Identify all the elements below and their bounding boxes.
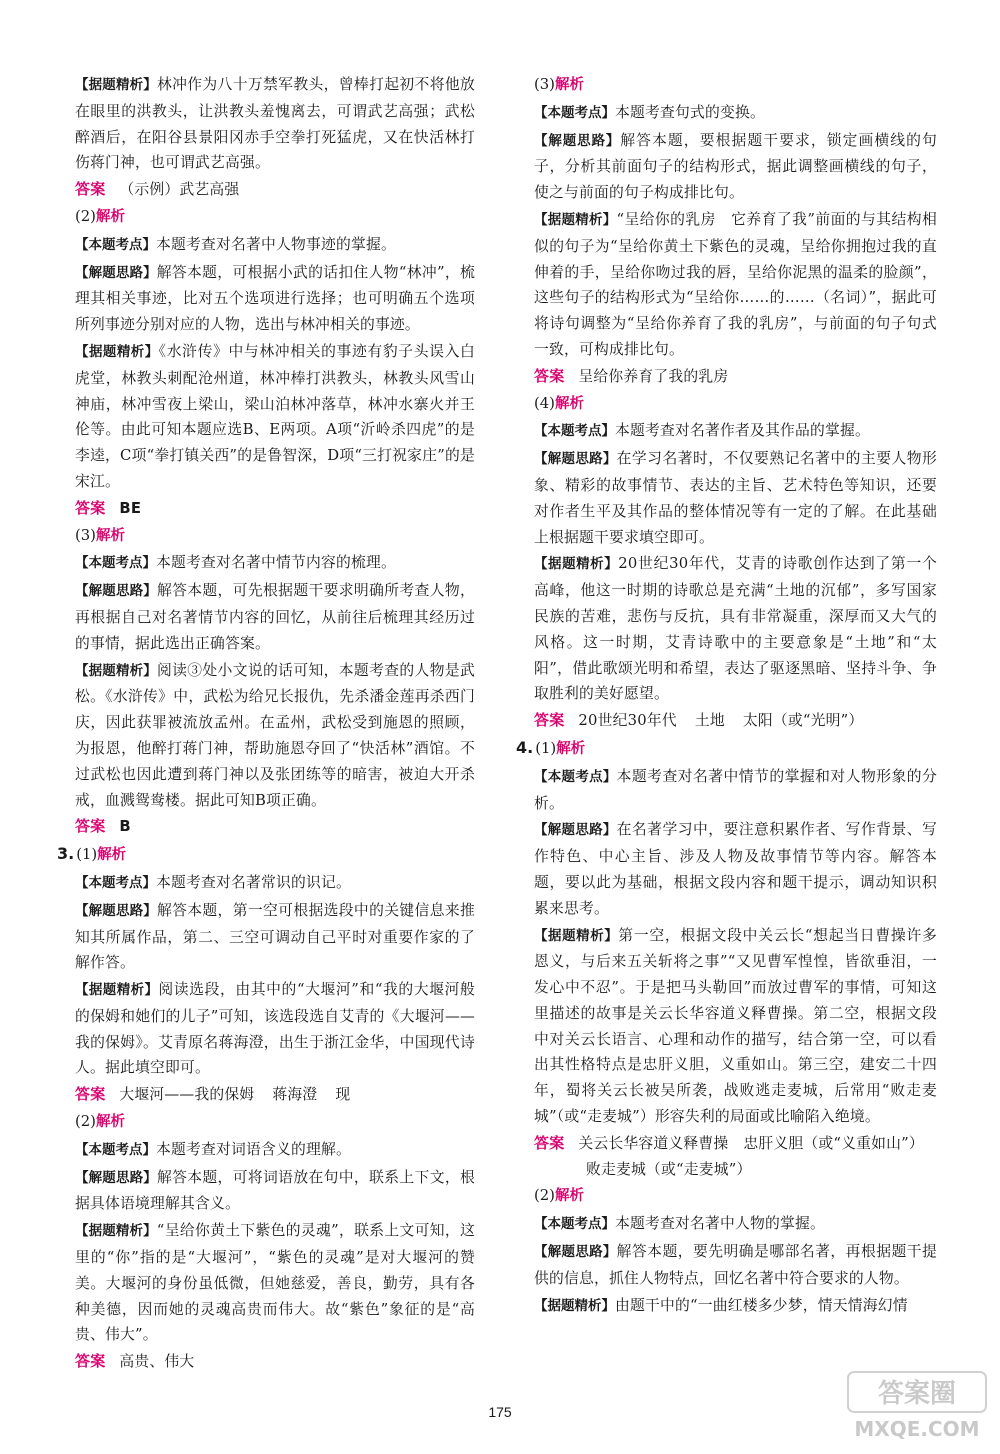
paragraph: 【解题思路】解答本题，要先明确是哪部名著，再根据题干提供的信息，抓住人物特点，回忆名著中符合要求的人物。	[534, 1243, 938, 1287]
answer-line: 答案 BE	[75, 498, 142, 517]
paragraph: 【解题思路】解答本题，第一空可根据选段中的关键信息来推知其所属作品，第二、三空可调动自己平时对重要作家的了解作答。	[75, 901, 475, 972]
answer-line: 答案 高贵、伟大	[75, 1352, 195, 1371]
section-label: 【据题精析】	[75, 77, 157, 93]
paragraph: 【据题精析】林冲作为八十万禁军教头，曾棒打起初不将他放在眼里的洪教头，让洪教头羞愧离去，可谓武艺高强；武松醉酒后，在阳谷县景阳冈赤手空拳打死猛虎，又在快活林打伤蒋门神，也可谓武艺高强。	[75, 76, 475, 172]
sub-question-head: (2)解析	[534, 1187, 584, 1205]
paragraph: 【据题精析】20世纪30年代，艾青的诗歌创作达到了第一个高峰，他这一时期的诗歌总是充满“土地的沉郁”，多写国家民族的苦难，悲伤与反抗，具有非常凝重，深厚而又大气的风格。这一时期，艾青诗歌中的主要意象是“土地”和“太阳”，借此歌颂光明和希望，表达了驱逐黑暗、坚持斗争、争取胜利的美好愿望。	[534, 555, 937, 703]
paragraph: 【本题考点】本题考查对名著常识的识记。	[75, 873, 351, 891]
paragraph: 【本题考点】本题考查对名著中情节内容的梳理。	[75, 554, 396, 572]
answer-line: 答案 呈给你养育了我的乳房	[534, 366, 729, 385]
paragraph: 【本题考点】本题考查对名著中人物事迹的掌握。	[75, 235, 396, 253]
question-number: 3.	[57, 844, 75, 864]
paragraph: 【据题精析】由题干中的“一曲红楼多少梦，情天情海幻情	[534, 1296, 908, 1314]
question-3-head: 3. (1)解析	[57, 844, 127, 864]
paragraph: 【据题精析】“呈给你黄土下紫色的灵魂”，联系上文可知，这里的“你”指的是“大堰河”，“紫色的灵魂”是对大堰河的赞美。大堰河的身份虽低微，但她慈爱，善良，勤劳，具有各种美德，因而她的灵魂高贵而伟大。故“紫色”象征的是“高贵、伟大”。	[75, 1222, 476, 1344]
answer-label: 答案	[75, 180, 106, 199]
paragraph: 【本题考点】本题考查对名著作者及其作品的掌握。	[534, 422, 870, 440]
paragraph: 【解题思路】在名著学习中，要注意积累作者、写作背景、写作特色、中心主旨、涉及人物及故事情节等内容。解答本题，要以此为基础，根据文段内容和题干提示，调动知识积累来思考。	[534, 821, 938, 917]
paragraph: 【据题精析】“呈给你的乳房 它养育了我”前面的与其结构相似的句子为“呈给你黄土下紫色的灵魂，呈给你拥抱过我的直伸着的手，呈给你吻过我的唇，呈给你泥黑的温柔的脸颜”，这些句子的结构形式为“呈给你……的……（名词）”，据此可将诗句调整为“呈给你养育了我的乳房”，与前面的句子句式一致，可构成排比句。	[534, 210, 938, 358]
sub-question-head: (2)解析	[75, 1113, 125, 1131]
paragraph: 【据题精析】第一空，根据文段中关云长“想起当日曹操许多恩义，与后来五关斩将之事”“又见曹军惶惶，皆欲垂泪，一发心中不忍”。于是把马头勒回”而放过曹军的事情，可知这里描述的故事是关云长华容道义释曹操。第二空，根据文段中对关云长语言、心理和动作的描写，结合第一空，可以看出其性格特点是忠肝义胆，义重如山。第三空，建安二十四年，蜀将关云长被吴所袭，战败逃走麦城，后常用“败走麦城”（或“走麦城”）形容失利的局面或比喻陷入绝境。	[534, 926, 937, 1126]
paragraph: 【据题精析】阅读选段，由其中的“大堰河”和“我的大堰河般的保姆和她们的儿子”可知，该选段选自艾青的《大堰河——我的保姆》。艾青原名蒋海澄，出生于浙江金华，中国现代诗人。据此填空即可。	[75, 981, 475, 1077]
paragraph: 【解题思路】解答本题，要根据题干要求，锁定画横线的句子，分析其前面句子的结构形式，据此调整画横线的句子，使之与前面的句子构成排比句。	[534, 131, 937, 202]
paragraph: 【解题思路】解答本题，可将词语放在句中，联系上下文，根据具体语境理解其含义。	[75, 1168, 475, 1213]
answer-line: 答案 大堰河——我的保姆 蒋海澄 现	[75, 1085, 351, 1104]
paragraph: 【解题思路】解答本题，可根据小武的话扣住人物“林冲”，梳理其相关事迹，比对五个选项进行选择；也可明确五个选项所列事迹分别对应的人物，选出与林冲相关的事迹。	[75, 263, 476, 334]
svg-text:MXQE.COM: MXQE.COM	[854, 1417, 980, 1441]
answer-line: 答案 关云长华容道义释曹操 忠肝义胆（或“义重如山”） 败走麦城（或“走麦城”）	[534, 1133, 924, 1178]
sub-question-head: (2)解析	[75, 207, 125, 225]
sub-question-head: (4)解析	[534, 394, 584, 412]
paragraph: 【本题考点】本题考查句式的变换。	[534, 103, 765, 121]
sub-question-head: (3)解析	[75, 526, 125, 544]
paragraph: 【据题精析】《水浒传》中与林冲相关的事迹有豹子头误入白虎堂，林教头刺配沧州道，林冲棒打洪教头，林教头风雪山神庙，林冲雪夜上梁山，梁山泊林冲落草，林冲水寨火并王伦等。由此可知本题应选B、E两项。A项“沂岭杀四虎”的是李逵，C项“拳打镇关西”的是鲁智深，D项“三打祝家庄”的是宋江。	[75, 342, 476, 490]
paragraph: 【据题精析】阅读③处小文说的话可知，本题考查的人物是武松。《水浒传》中，武松为给兄长报仇，先杀潘金莲再杀西门庆，因此获罪被流放孟州。在孟州，武松受到施恩的照顾，为报恩，他醉打蒋门神，帮助施恩夺回了“快活林”酒馆。不过武松也因此遭到蒋门神以及张团练等的暗害，被迫大开杀戒，血溅鸳鸯楼。据此可知B项正确。	[75, 661, 475, 809]
right-column	[516, 72, 938, 1320]
answer-line: 答案 B	[75, 817, 131, 836]
paragraph: 【本题考点】本题考查对名著中情节的掌握和对人物形象的分析。	[534, 767, 938, 812]
paragraph: 【解题思路】在学习名著时，不仅要熟记名著中的主要人物形象、精彩的故事情节、表达的主旨、艺术特色等知识，还要对作者生平及其作品的整体情况等有一定的了解。在此基础上根据题干要求填空即可。	[534, 450, 938, 546]
left-column	[57, 72, 476, 1376]
page-number: 175	[488, 1404, 512, 1420]
question-4-head: 4. (1)解析	[516, 737, 586, 757]
sub-question-head: (3)解析	[534, 76, 584, 93]
paragraph: 【本题考点】本题考查对词语含义的理解。	[75, 1140, 351, 1158]
watermark-logo	[842, 1366, 992, 1448]
answer-line: 答案 （示例）武艺高强	[75, 180, 240, 199]
paragraph: 【本题考点】本题考查对名著中人物的掌握。	[534, 1215, 825, 1233]
paragraph: 【解题思路】解答本题，可先根据题干要求明确所考查人物，再根据自己对名著情节内容的回忆，从前往后梳理其经历过的事情，据此选出正确答案。	[75, 582, 475, 652]
answer-line: 答案 20世纪30年代 土地 太阳（或“光明”）	[534, 711, 864, 730]
question-number: 4.	[516, 737, 534, 757]
svg-text:答案圈: 答案圈	[877, 1379, 957, 1409]
